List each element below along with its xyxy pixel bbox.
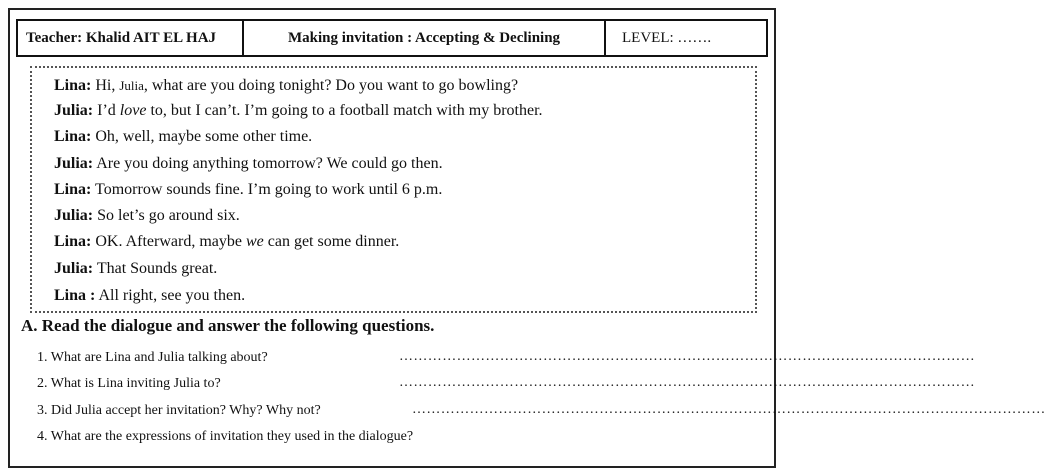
speaker-name: Lina : — [54, 287, 96, 304]
dialogue-text: So let’s go around six. — [93, 207, 240, 224]
dialogue-text-emphasis: love — [119, 102, 147, 119]
dialogue-text: , what are you doing tonight? Do you want to go bowling? — [143, 77, 519, 94]
teacher-name: Teacher: Khalid AIT EL HAJ — [18, 21, 244, 55]
question-text: 1. What are Lina and Julia talking about? — [37, 350, 268, 365]
question-text: 3. Did Julia accept her invitation? Why? Why not? — [37, 403, 321, 418]
dialogue-line — [54, 127, 312, 147]
dialogue-text: to, but I can’t. I’m going to a football match with my brother. — [146, 102, 543, 119]
level-label: LEVEL: ……. — [622, 29, 712, 46]
dialogue-text: Tomorrow sounds fine. I’m going to work until 6 p.m. — [91, 181, 443, 198]
dialogue-text: OK. Afterward, maybe — [91, 233, 246, 250]
dialogue-text: Hi, — [91, 77, 120, 94]
dialogue-line — [54, 76, 518, 96]
dialogue-text: That Sounds great. — [93, 260, 218, 277]
dialogue-text: Are you doing anything tomorrow? We could go then. — [93, 155, 443, 172]
question-text: 2. What is Lina inviting Julia to? — [37, 376, 221, 391]
dialogue-text: I’d — [93, 102, 120, 119]
speaker-name: Lina: — [54, 181, 92, 198]
answer-line[interactable]: …………………………………………………………………………………………………………………… — [412, 402, 1046, 417]
dialogue-text: All right, see you then. — [95, 287, 246, 304]
worksheet-title: Making invitation : Accepting & Declining — [244, 21, 606, 55]
dialogue-line — [54, 101, 543, 121]
dialogue-text-emphasis: we — [245, 233, 264, 250]
speaker-name: Julia: — [54, 155, 94, 172]
dialogue-line — [54, 232, 399, 252]
answer-line[interactable]: ………………………………………………………………………………………………………… — [399, 349, 975, 364]
dialogue-line — [54, 154, 443, 174]
dialogue-line — [54, 259, 217, 279]
level-field — [606, 21, 766, 55]
speaker-name: Julia: — [54, 102, 94, 119]
question-text: 4. What are the expressions of invitation they used in the dialogue? — [37, 429, 414, 444]
speaker-name: Julia: — [54, 207, 94, 224]
speaker-name: Julia: — [54, 260, 94, 277]
worksheet-header — [16, 19, 768, 57]
dialogue-line — [54, 180, 442, 200]
dialogue-line — [54, 206, 240, 226]
dialogue-text: Oh, well, maybe some other time. — [91, 128, 313, 145]
dialogue-line — [54, 286, 245, 306]
speaker-name: Lina: — [54, 77, 92, 94]
answer-line[interactable]: ………………………………………………………………………………………………………… — [399, 375, 975, 390]
speaker-name: Lina: — [54, 233, 92, 250]
section-a-title: A. Read the dialogue and answer the following questions. — [21, 316, 435, 335]
speaker-name: Lina: — [54, 128, 92, 145]
dialogue-text-small: Julia — [119, 78, 144, 93]
dialogue-text: can get some dinner. — [263, 233, 400, 250]
